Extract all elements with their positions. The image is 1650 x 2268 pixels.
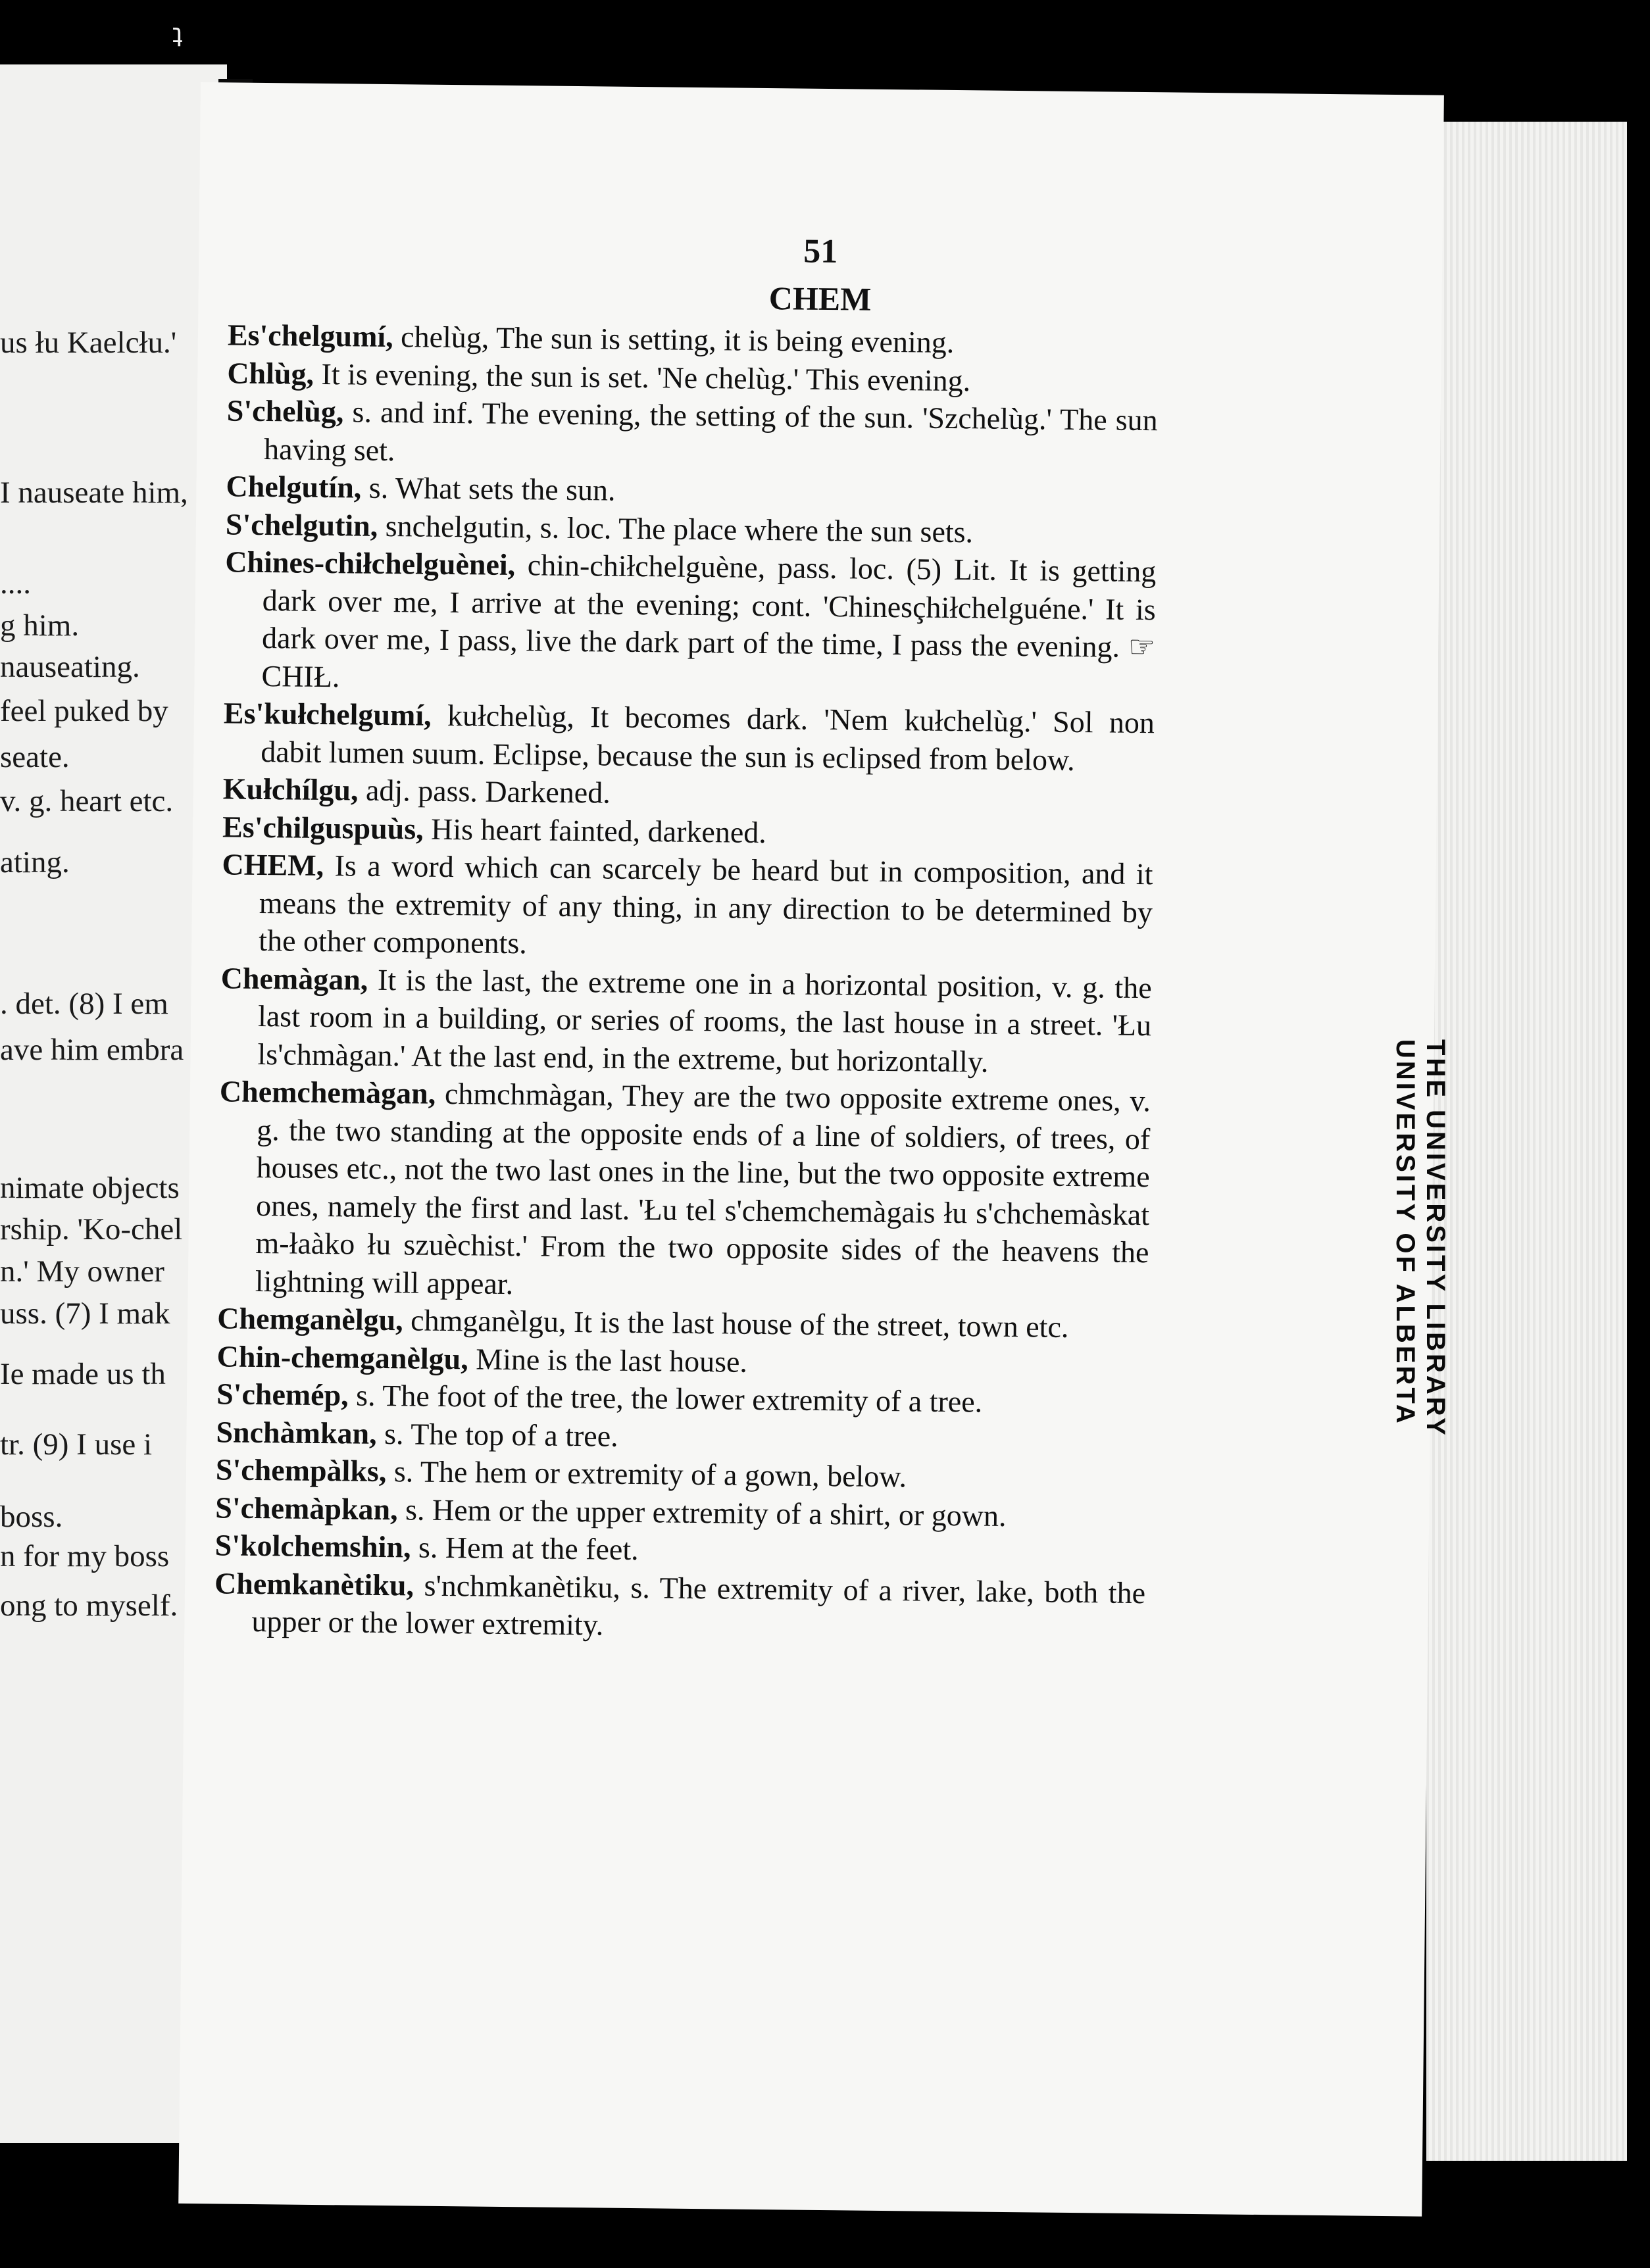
entry-headword: Chlùg,	[227, 355, 314, 391]
entry-headword: S'chemàpkan,	[215, 1490, 398, 1526]
entry-headword: Chemkanètiku,	[214, 1565, 414, 1602]
left-page-line: ating.	[0, 845, 70, 879]
entry-headword: Es'chilguspuùs,	[222, 809, 424, 846]
entry-headword: Chines-chiłchelguènei,	[225, 545, 516, 582]
entry-text: s'nchmkanètiku, s. The extremity of a river, lake, both the upper or the lower extremity.	[251, 1568, 1146, 1642]
entry-text: Is a word which can scarcely be heard but in composition, and it means the extremity of any thing, in any direction to be determined by the other components.	[259, 849, 1153, 960]
entry-text: chmchmàgan, They are the two opposite extreme ones, v. g. the two standing at the opposite ends of a line of soldiers, of trees, of houses etc., not the two last ones in the line, but the two opposite extreme ones, namely the first and last. 'Łu tel s'chemchemàgais łu s'chchemàskat m-łaàko łu szuèchist.' From the two opposite sides of the heavens the lightning will appear.	[255, 1076, 1151, 1300]
left-page-line: seate.	[0, 740, 70, 774]
entry-text: s. The foot of the tree, the lower extremity of a tree.	[355, 1378, 983, 1419]
entry-text: chin-chiłchelguène, pass. loc. (5) Lit. It is getting dark over me, I arrive at the evening; cont. 'Chinesçhiłchelguéne.' It is dark over me, I pass, live the dark part of the time, I pass the evening. ☞ CHIŁ.	[261, 548, 1157, 693]
entry-text: snchelgutin, s. loc. The place where the sun sets.	[385, 508, 974, 549]
page-number: 51	[803, 232, 838, 271]
entry-headword: S'chelgutin,	[225, 506, 378, 543]
left-page-line: n.' My owner	[0, 1254, 164, 1289]
entry-text: s. and inf. The evening, the setting of the sun. 'Szchelùg.' The sun having set.	[263, 395, 1158, 467]
entry-text: It is evening, the sun is set. 'Ne chelùg.' This evening.	[321, 357, 971, 397]
entry-headword: Snchàmkan,	[216, 1414, 377, 1450]
dictionary-entry	[218, 1072, 1151, 1309]
entry-text: s. The top of a tree.	[384, 1416, 618, 1453]
left-page-line: rship. 'Ko-chel	[0, 1212, 183, 1246]
left-page-line: Ie made us th	[0, 1357, 166, 1391]
entry-text: chmganèlgu, It is the last house of the street, town etc.	[410, 1303, 1069, 1344]
left-page-line: ave him embra	[0, 1033, 184, 1067]
left-page-line: tr. (9) I use i	[0, 1427, 153, 1462]
left-page-line: us łu Kaelcłu.'	[0, 326, 177, 360]
left-page-line: feel puked by	[0, 694, 168, 728]
dictionary-entry	[224, 543, 1156, 704]
entry-headword: Chemàgan,	[220, 960, 368, 997]
library-stamp	[1390, 1039, 1451, 1438]
left-page-line: nauseating.	[0, 650, 140, 684]
left-page-line: v. g. heart etc.	[0, 784, 174, 818]
entry-headword: S'chemép,	[216, 1377, 349, 1412]
entry-headword: Chin-chemganèlgu,	[216, 1339, 469, 1375]
left-page-line: uss. (7) I mak	[0, 1296, 170, 1331]
entry-headword: S'kolchemshin,	[214, 1528, 411, 1564]
entry-text: s. What sets the sun.	[368, 470, 616, 507]
left-page-line: . det. (8) I em	[0, 987, 168, 1021]
stamp-line: UNIVERSITY OF ALBERTA	[1391, 1039, 1420, 1426]
entry-text: s. The hem or extremity of a gown, below.	[393, 1454, 907, 1494]
left-page-line: ong to myself.	[0, 1589, 178, 1623]
entry-headword: Chemchemàgan,	[219, 1074, 436, 1110]
entry-headword: S'chempàlks,	[215, 1452, 387, 1489]
entry-headword: Chelgutín,	[226, 469, 362, 505]
entry-text: His heart fainted, darkened.	[430, 812, 767, 849]
left-page-line: boss.	[0, 1500, 63, 1534]
entry-headword: Es'chelgumí,	[227, 318, 393, 354]
left-page-line: nimate objects	[0, 1171, 180, 1205]
entry-headword: Es'kułchelgumí,	[223, 696, 432, 732]
entry-text: kułchelùg, It becomes dark. 'Nem kułchelùg.' Sol non dabit lumen suum. Eclipse, because the sun is eclipsed from below.	[261, 698, 1155, 777]
dictionary-entry	[220, 959, 1152, 1082]
dictionary-entry	[223, 694, 1155, 779]
entry-text: Mine is the last house.	[476, 1341, 748, 1379]
dictionary-entries	[214, 316, 1159, 1649]
corner-mark: ʇ	[172, 18, 183, 49]
entry-text: adj. pass. Darkened.	[365, 773, 611, 810]
left-page-line: n for my boss	[0, 1539, 170, 1573]
left-page-line: g him.	[0, 608, 80, 643]
right-page	[178, 82, 1444, 2217]
dictionary-entry	[226, 391, 1158, 477]
page-edge	[1426, 122, 1627, 2161]
left-page-line: ....	[0, 566, 31, 601]
entry-headword: Kułchílgu,	[222, 772, 359, 807]
dictionary-entry	[214, 1564, 1145, 1650]
entry-text: s. Hem at the feet.	[418, 1530, 639, 1567]
running-head: CHEM	[768, 280, 872, 318]
entry-text: chelùg, The sun is setting, it is being evening.	[400, 320, 955, 360]
left-page-line: I nauseate him,	[0, 476, 188, 510]
dictionary-entry	[221, 845, 1153, 968]
stamp-line: THE UNIVERSITY LIBRARY	[1421, 1039, 1450, 1438]
entry-headword: Chemganèlgu,	[217, 1301, 403, 1337]
entry-headword: S'chelùg,	[226, 393, 344, 429]
entry-headword: CHEM,	[222, 847, 324, 883]
entry-text: It is the last, the extreme one in a horizontal position, v. g. the last room in a building, or series of rooms, the last house in a street. 'Łu ls'chmàgan.' At the last end, in the extreme, but horizontally.	[257, 962, 1152, 1079]
entry-text: s. Hem or the upper extremity of a shirt, or gown.	[405, 1492, 1007, 1533]
